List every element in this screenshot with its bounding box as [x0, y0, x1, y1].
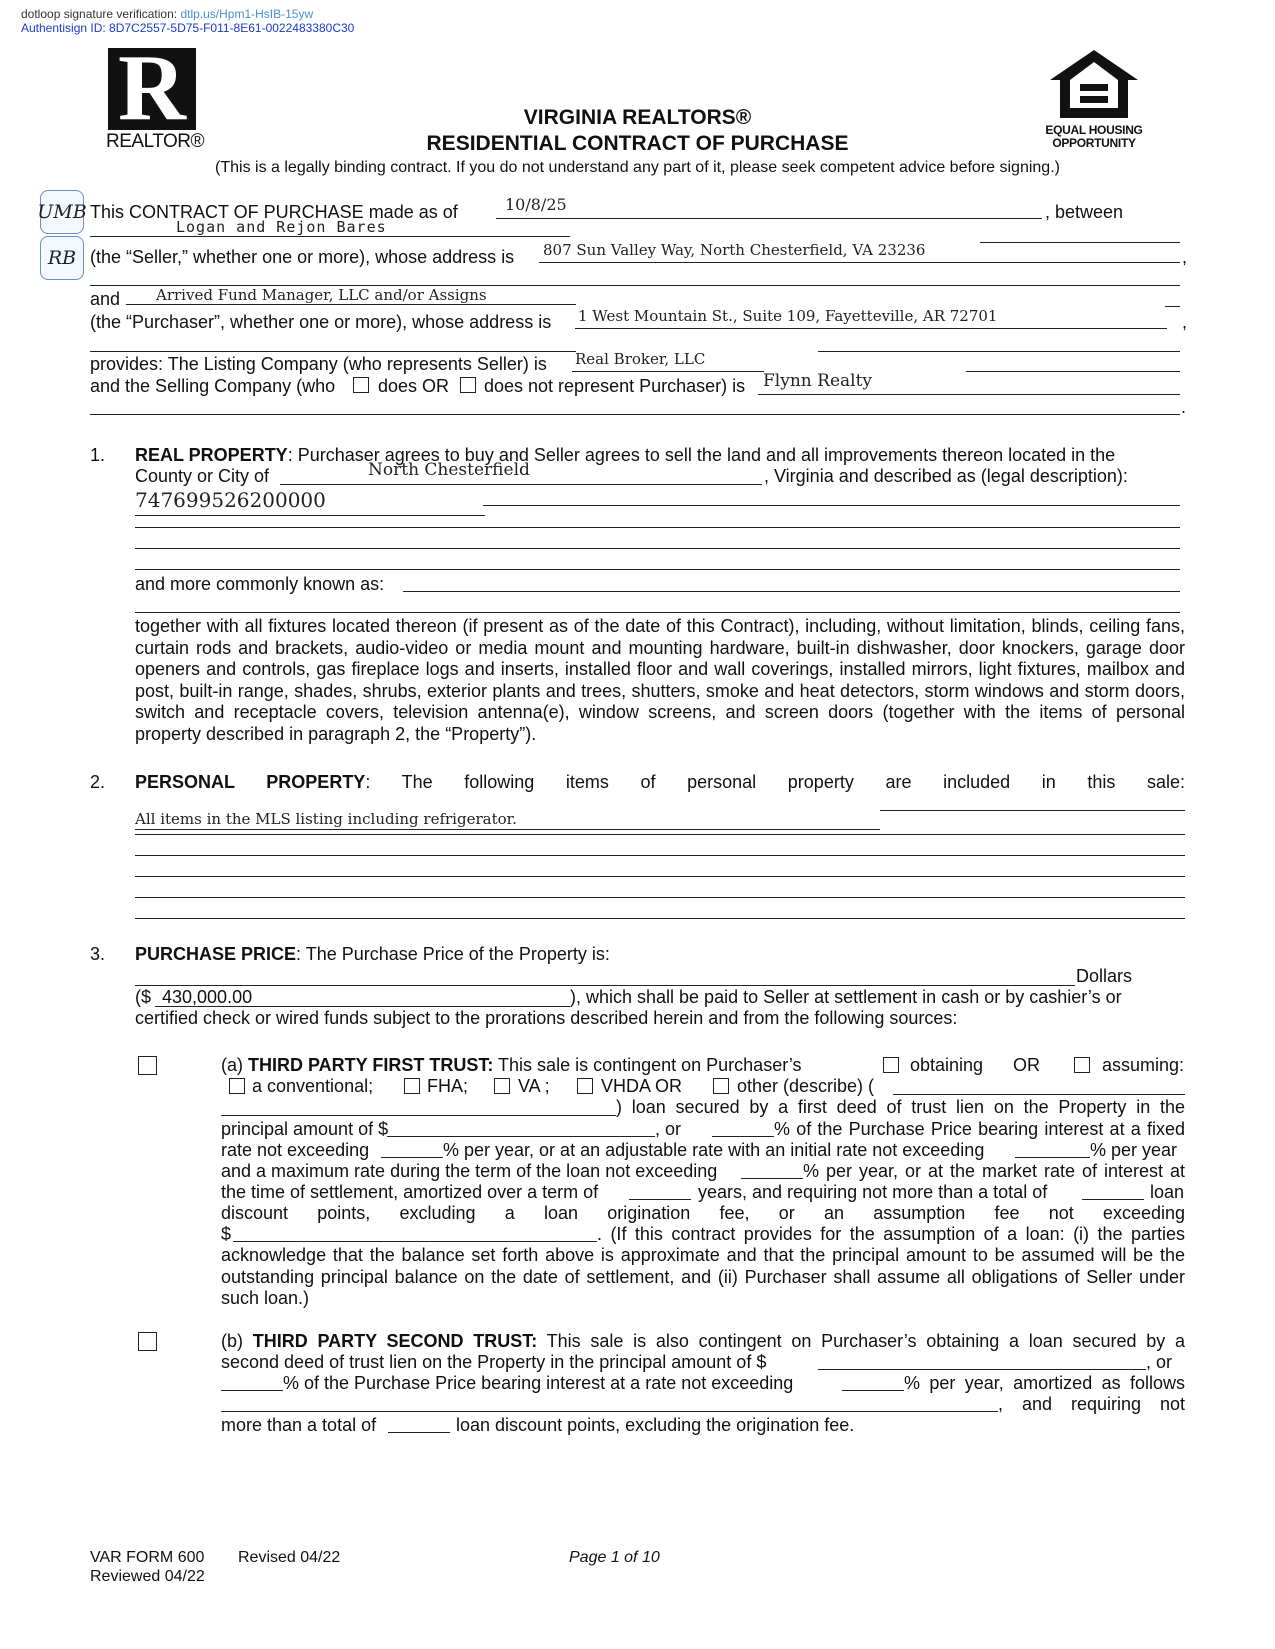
legal-notice: (This is a legally binding contract. If you do not understand any part of it, please seek competent advice before signing.): [215, 159, 1060, 176]
second-trust-checkbox[interactable]: [138, 1332, 157, 1351]
county-suffix: , Virginia and described as (legal description):: [764, 466, 1128, 486]
seller-initial-2[interactable]: RB: [40, 236, 84, 280]
revised-date: Revised 04/22: [238, 1549, 341, 1566]
other-loan-checkbox[interactable]: [713, 1078, 729, 1094]
known-as-line: [403, 591, 1180, 592]
selling-company-not-represents-checkbox[interactable]: [460, 377, 476, 393]
listing-company[interactable]: Real Broker, LLC: [575, 350, 706, 368]
seller-address[interactable]: 807 Sun Valley Way, North Chesterfield, VA 23236: [543, 241, 926, 259]
form-subtitle: RESIDENTIAL CONTRACT OF PURCHASE: [426, 132, 849, 155]
seller-name-line-2: [980, 242, 1180, 243]
form-number: VAR FORM 600: [90, 1549, 205, 1566]
known-as-label: and more commonly known as:: [135, 574, 385, 594]
vhda-checkbox[interactable]: [577, 1078, 593, 1094]
obtaining-checkbox[interactable]: [883, 1057, 899, 1073]
contract-date[interactable]: 10/8/25: [505, 195, 567, 214]
price-words-line: [135, 985, 1075, 986]
reviewed-date: Reviewed 04/22: [90, 1568, 205, 1585]
purchaser-label: (the “Purchaser”, whether one or more), whose address is: [90, 312, 552, 332]
first-trust-line1: (a) THIRD PARTY FIRST TRUST: This sale is contingent on Purchaser’s: [221, 1055, 802, 1075]
second-trust-line1: (b) THIRD PARTY SECOND TRUST: This sale is also contingent on Purchaser’s obtaining a loan secured by a: [221, 1331, 1186, 1351]
legal-description[interactable]: 747699526200000: [135, 488, 326, 512]
amortization-line: [221, 1411, 998, 1412]
assumption-paragraph: acknowledge that the balance set forth above is approximate and that the principal amount to be assumed will be the outstanding principal balance on the date of settlement, and (ii) Purchaser shall assume all obligations of Seller under such loan.): [221, 1245, 1185, 1308]
dotloop-verification: [21, 7, 313, 21]
authentisign-id: Authentisign ID: 8D7C2557-5D75-F011-8E61-0022483380C30: [21, 21, 355, 35]
section-3-number: 3.: [90, 944, 106, 964]
seller-initial-1[interactable]: UMB: [40, 190, 84, 234]
equal-housing-text: EQUAL HOUSING OPPORTUNITY: [1045, 123, 1143, 150]
personal-property-items[interactable]: All items in the MLS listing including refrigerator.: [135, 810, 517, 828]
county-label: County or City of: [135, 466, 270, 486]
second-trust-amount-line: [818, 1369, 1146, 1370]
section-3-heading: PURCHASE PRICE: The Purchase Price of the Property is:: [135, 944, 610, 964]
realtor-wordmark: REALTOR®: [106, 131, 204, 152]
contract-intro: This CONTRACT OF PURCHASE made as of: [90, 202, 458, 222]
va-checkbox[interactable]: [494, 1078, 510, 1094]
form-title: VIRGINIA REALTORS®: [523, 106, 752, 129]
seller-name[interactable]: Logan and Rejon Bares: [176, 218, 387, 236]
county-value[interactable]: North Chesterfield: [368, 460, 530, 480]
realtor-r-icon: R: [118, 36, 186, 140]
between-label: , between: [1045, 202, 1124, 222]
date-line: [496, 218, 1042, 219]
section-1-heading: REAL PROPERTY: Purchaser agrees to buy and Seller agrees to sell the land and all improvements thereon located in the: [135, 445, 1116, 465]
purchaser-address-line: [575, 328, 1167, 329]
listing-company-label: provides: The Listing Company (who represents Seller) is: [90, 354, 547, 374]
principal-amount-line: [387, 1136, 655, 1137]
purchaser-name-line: [126, 304, 576, 305]
selling-company-label: and the Selling Company (who: [90, 376, 336, 396]
dollars-label: Dollars: [1076, 966, 1133, 986]
selling-company-represents-checkbox[interactable]: [353, 377, 369, 393]
section-1-number: 1.: [90, 445, 106, 465]
section-2-heading: PERSONAL PROPERTY: The following items of personal property are included in this sale:: [135, 772, 1185, 792]
page-number: Page 1 of 10: [569, 1549, 660, 1566]
other-loan-line: [893, 1094, 1185, 1095]
purchaser-name[interactable]: Arrived Fund Manager, LLC and/or Assigns: [156, 286, 487, 304]
seller-name-line: [90, 236, 570, 237]
dotloop-label: dotloop signature verification:: [21, 7, 178, 21]
purchaser-address[interactable]: 1 West Mountain St., Suite 109, Fayetteville, AR 72701: [578, 307, 998, 325]
seller-label: (the “Seller,” whether one or more), whose address is: [90, 247, 515, 267]
first-trust-checkbox[interactable]: [138, 1056, 157, 1075]
selling-company[interactable]: Flynn Realty: [763, 371, 873, 391]
conventional-checkbox[interactable]: [229, 1078, 245, 1094]
purchase-price[interactable]: 430,000.00: [162, 987, 253, 1007]
dotloop-link[interactable]: dtlp.us/Hpm1-HsIB-15yw: [180, 7, 314, 21]
seller-address-line: [539, 262, 1180, 263]
fha-checkbox[interactable]: [404, 1078, 420, 1094]
and-label: and: [90, 289, 121, 309]
fixtures-paragraph: together with all fixtures located thereon (if present as of the date of this Contract), including, without limitation, blinds, ceiling fans, curtain rods and brackets, audio-video or media mount and mounting hardware, built-in dishwasher, door knockers, garage door openers and controls, gas fireplace logs and inserts, installed floor and wall coverings, installed mirrors, light fixtures, mailbox and post, built-in range, shades, shrubs, exterior plants and trees, shutters, smoke and heat detectors, storm windows and storm doors, switch and receptacle covers, television antenna(e), window screens, and screen doors (together with the items of personal property described in paragraph 2, the “Property”).: [135, 616, 1185, 744]
section-2-number: 2.: [90, 772, 106, 792]
assuming-checkbox[interactable]: [1074, 1057, 1090, 1073]
